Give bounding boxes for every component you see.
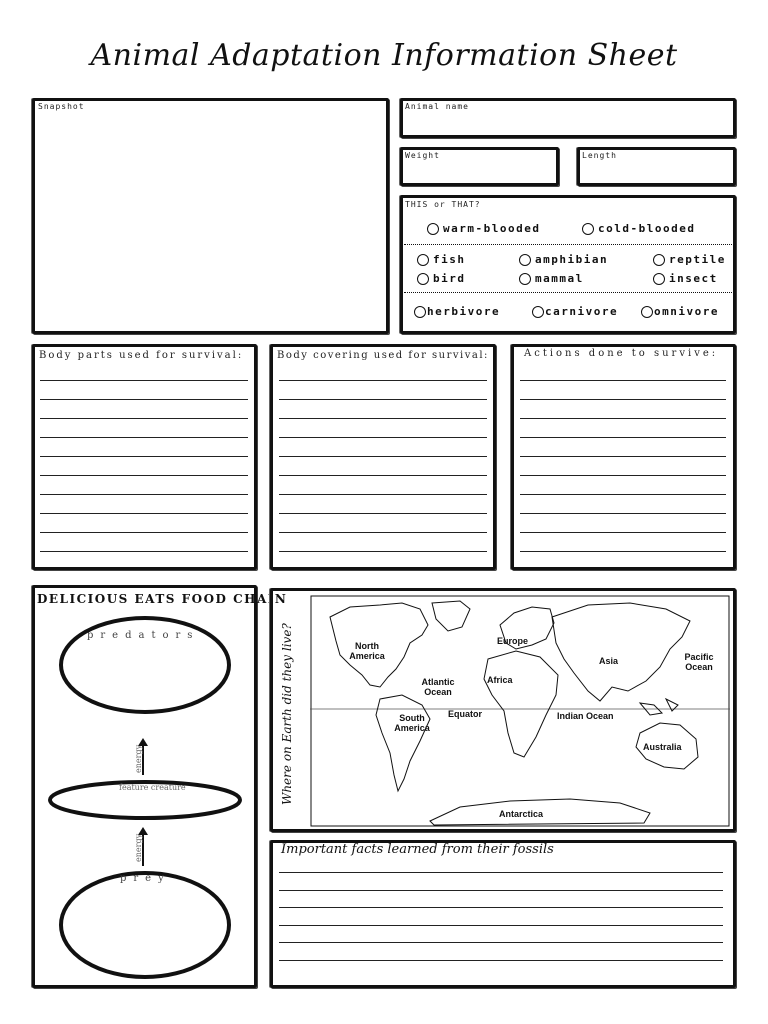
snapshot-box[interactable] — [32, 98, 389, 334]
writing-line — [40, 380, 248, 381]
map-label-south-america: South America — [394, 713, 430, 733]
radio-circle-icon — [519, 273, 531, 285]
actions-box[interactable] — [511, 344, 736, 570]
predators-label: predators — [87, 630, 200, 641]
writing-line — [520, 380, 726, 381]
weight-label: Weight — [405, 151, 440, 160]
option-cold-blooded[interactable]: cold-blooded — [582, 222, 695, 235]
radio-circle-icon — [653, 273, 665, 285]
body-covering-box[interactable] — [270, 344, 496, 570]
option-reptile[interactable]: reptile — [653, 253, 726, 266]
writing-line — [520, 475, 726, 476]
writing-line — [279, 475, 487, 476]
writing-line — [279, 418, 487, 419]
page-title: Animal Adaptation Information Sheet — [90, 38, 678, 73]
option-bird[interactable]: bird — [417, 272, 466, 285]
map-label-indian: Indian Ocean — [557, 711, 614, 721]
writing-line — [40, 494, 248, 495]
radio-circle-icon — [417, 254, 429, 266]
map-question-label: Where on Earth did they live? — [280, 623, 294, 805]
writing-line — [520, 551, 726, 552]
writing-line — [40, 551, 248, 552]
radio-circle-icon — [427, 223, 439, 235]
map-label-equator: Equator — [448, 709, 483, 719]
writing-line — [520, 437, 726, 438]
writing-line — [520, 532, 726, 533]
radio-circle-icon — [532, 306, 544, 318]
writing-line — [279, 494, 487, 495]
writing-line — [279, 532, 487, 533]
map-label-australia: Australia — [643, 742, 682, 752]
length-label: Length — [582, 151, 617, 160]
radio-circle-icon — [414, 306, 426, 318]
energy-label: energy — [134, 744, 143, 773]
greenland-shape — [432, 601, 470, 631]
map-label-atlantic: Atlantic Ocean — [421, 677, 455, 697]
divider — [404, 244, 732, 245]
feature-creature-label: feature creature — [119, 783, 186, 792]
option-mammal[interactable]: mammal — [519, 272, 584, 285]
option-omnivore[interactable]: omnivore — [641, 305, 719, 318]
writing-line — [279, 925, 723, 926]
food-chain-title: DELICIOUS EATS FOOD CHAIN — [37, 592, 288, 606]
body-parts-heading: Body parts used for survival: — [39, 350, 244, 361]
writing-line — [40, 475, 248, 476]
radio-circle-icon — [417, 273, 429, 285]
world-map[interactable] — [310, 595, 730, 827]
radio-circle-icon — [641, 306, 653, 318]
body-parts-box[interactable] — [32, 344, 257, 570]
writing-line — [520, 494, 726, 495]
writing-line — [520, 399, 726, 400]
writing-line — [40, 437, 248, 438]
writing-line — [279, 942, 723, 943]
writing-line — [279, 513, 487, 514]
divider — [404, 292, 732, 293]
option-amphibian[interactable]: amphibian — [519, 253, 608, 266]
map-label-antarctica: Antarctica — [499, 809, 544, 819]
option-fish[interactable]: fish — [417, 253, 466, 266]
fossil-facts-box[interactable] — [270, 840, 736, 988]
snapshot-label: Snapshot — [38, 102, 85, 111]
writing-line — [279, 456, 487, 457]
writing-line — [279, 907, 723, 908]
islands-shape — [640, 699, 678, 715]
writing-line — [279, 399, 487, 400]
writing-line — [279, 960, 723, 961]
writing-line — [520, 418, 726, 419]
energy-label: energy — [134, 833, 143, 862]
map-label-africa: Africa — [487, 675, 513, 685]
writing-line — [520, 513, 726, 514]
africa-shape — [484, 651, 558, 757]
writing-line — [279, 437, 487, 438]
food-chain-diagram — [34, 610, 256, 986]
writing-line — [40, 418, 248, 419]
writing-line — [40, 456, 248, 457]
map-label-pacific: Pacific Ocean — [684, 652, 714, 672]
writing-line — [279, 872, 723, 873]
map-label-north-america: North America — [349, 641, 385, 661]
fossil-facts-heading: Important facts learned from their fossils — [281, 842, 554, 857]
writing-line — [40, 532, 248, 533]
radio-circle-icon — [582, 223, 594, 235]
prey-label: prey — [120, 873, 171, 884]
radio-circle-icon — [519, 254, 531, 266]
radio-circle-icon — [653, 254, 665, 266]
asia-shape — [552, 603, 690, 701]
this-or-that-heading: THIS or THAT? — [405, 200, 481, 209]
option-insect[interactable]: insect — [653, 272, 718, 285]
animal-name-label: Animal name — [405, 102, 469, 111]
actions-heading: Actions done to survive: — [524, 348, 719, 359]
map-label-europe: Europe — [497, 636, 529, 646]
option-carnivore[interactable]: carnivore — [532, 305, 618, 318]
writing-line — [279, 551, 487, 552]
prey-ellipse — [61, 873, 229, 977]
option-herbivore[interactable]: herbivore — [414, 305, 500, 318]
option-warm-blooded[interactable]: warm-blooded — [427, 222, 540, 235]
south-america-shape — [376, 695, 430, 791]
writing-line — [40, 399, 248, 400]
body-covering-heading: Body covering used for survival: — [277, 350, 489, 361]
map-label-asia: Asia — [599, 656, 619, 666]
writing-line — [279, 380, 487, 381]
writing-line — [40, 513, 248, 514]
writing-line — [520, 456, 726, 457]
writing-line — [279, 890, 723, 891]
